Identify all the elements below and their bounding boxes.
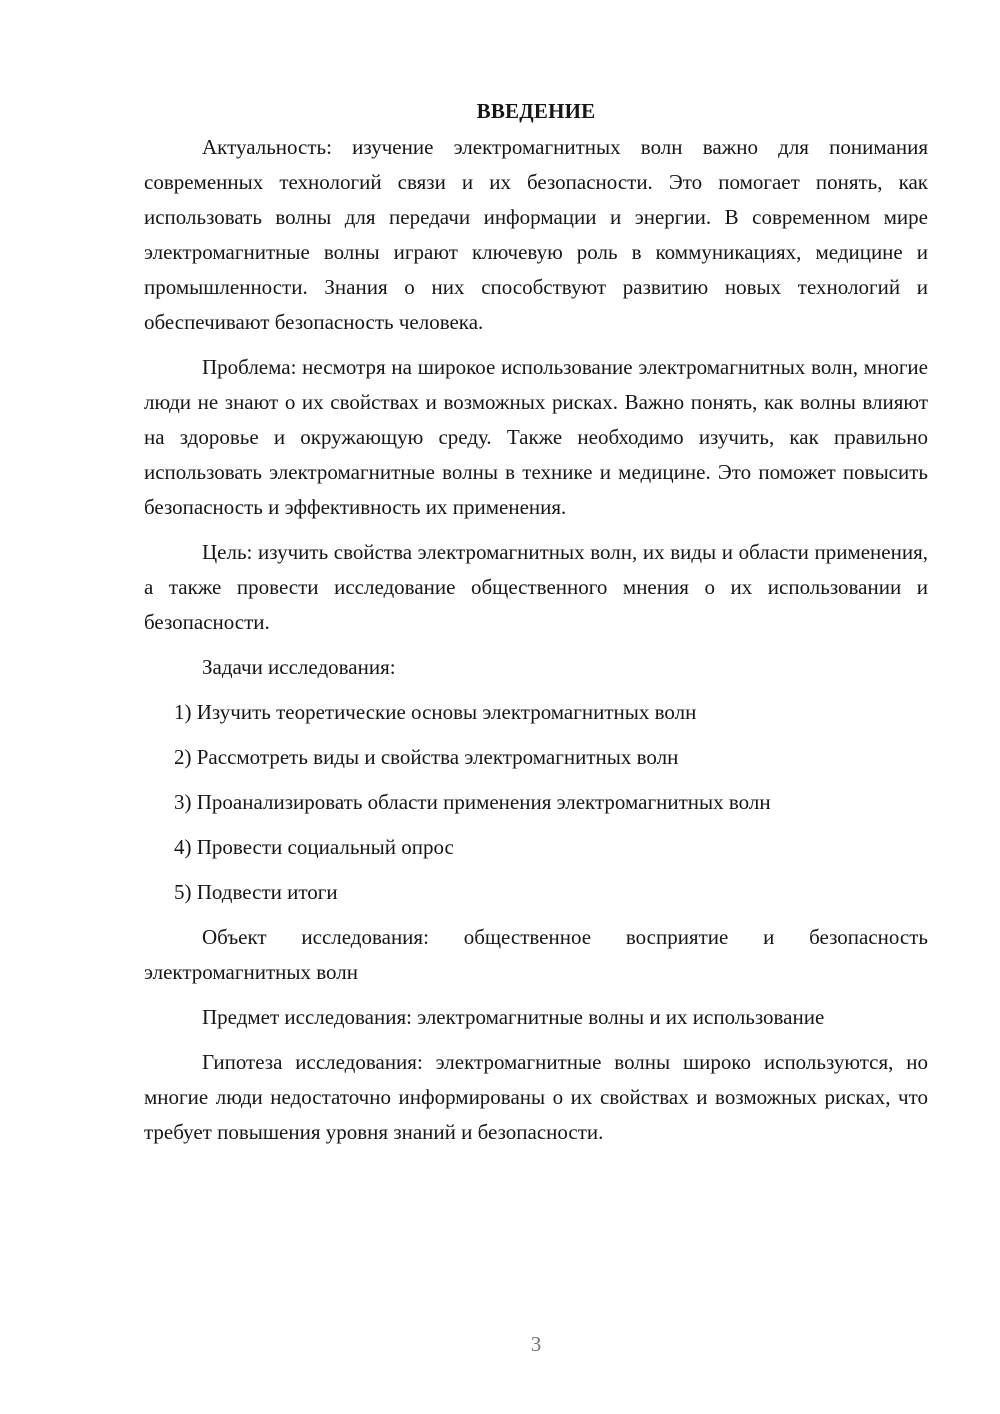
list-item: 2) Рассмотреть виды и свойства электромагнитных волн xyxy=(174,745,679,769)
document-title: ВВЕДЕНИЕ xyxy=(476,99,596,123)
problem-paragraph: Проблема: несмотря на широкое использование электромагнитных волн, многие люди не знают о их свойствах и возможных рисках. Важно понять, как волны влияют на здоровье и окружающую среду. Также необходимо изучить, как правильно использовать электромагнитные волны в технике и медицине. Это поможет повысить безопасность и эффективность их применения. xyxy=(144,355,928,519)
object-paragraph: Объект исследования: общественное восприятие и безопасность электромагнитных волн xyxy=(144,925,928,984)
page-number: 3 xyxy=(530,1332,542,1356)
list-item: 4) Провести социальный опрос xyxy=(174,835,454,859)
document-page xyxy=(144,96,928,1160)
tasks-list xyxy=(144,695,928,910)
list-item: 3) Проанализировать области применения электромагнитных волн xyxy=(174,790,771,814)
hypothesis-paragraph: Гипотеза исследования: электромагнитные волны широко используются, но многие люди недостаточно информированы о их свойствах и возможных рисках, что требует повышения уровня знаний и безопасности. xyxy=(144,1050,928,1144)
subject-paragraph: Предмет исследования: электромагнитные волны и их использование xyxy=(202,1005,825,1029)
tasks-heading: Задачи исследования: xyxy=(202,655,396,679)
list-item: 1) Изучить теоретические основы электромагнитных волн xyxy=(174,700,697,724)
list-item: 5) Подвести итоги xyxy=(174,880,338,904)
relevance-paragraph: Актуальность: изучение электромагнитных волн важно для понимания современных технологий связи и их безопасности. Это помогает понять, как использовать волны для передачи информации и энергии. В современном мире электромагнитные волны играют ключевую роль в коммуникациях, медицине и промышленности. Знания о них способствуют развитию новых технологий и обеспечивают безопасность человека. xyxy=(144,135,928,334)
goal-paragraph: Цель: изучить свойства электромагнитных волн, их виды и области применения, а также провести исследование общественного мнения о их использовании и безопасности. xyxy=(144,540,928,634)
